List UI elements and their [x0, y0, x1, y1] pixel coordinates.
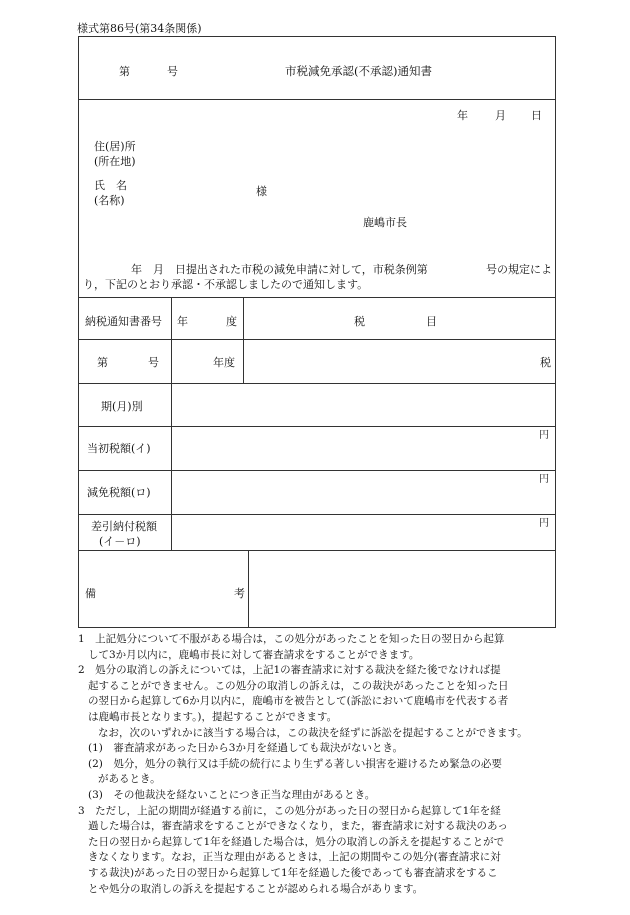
- period-label: 期(月)別: [101, 400, 143, 413]
- net-payment-label-sub: (イ－ロ): [99, 535, 141, 548]
- note-line: があるとき。: [98, 773, 161, 786]
- honorific-sama: 様: [256, 185, 267, 198]
- notice-number-header: 納税通知書番号: [85, 315, 162, 328]
- legal-notes: [78, 632, 558, 897]
- header-number-dai: 第: [119, 65, 130, 78]
- date-year: 年: [457, 109, 468, 122]
- note-line: きなくなります。なお，正当な理由があるときは，上記の期間やこの処分(審査請求に対: [88, 851, 501, 864]
- tax-item-header-moku: 目: [426, 315, 437, 328]
- yen-unit-initial: 円: [539, 430, 549, 441]
- net-payment-label: 差引納付税額: [91, 520, 157, 533]
- rule-header: [79, 99, 555, 100]
- name-label: 氏 名: [94, 179, 127, 192]
- header-number-go: 号: [167, 65, 178, 78]
- body-text-line2: り，下記のとおり承認・不承認しましたので通知します。: [83, 278, 369, 291]
- note-line: する裁決)があった日の翌日から起算して1年を経過した後であっても審査請求をするこ: [88, 866, 498, 879]
- note-line: (3) その他裁決を経ないことにつき正当な理由があるとき。: [88, 788, 376, 801]
- note-line: 2 処分の取消しの訴えについては，上記1の審査請求に対する裁決を経た後でなければ提: [78, 664, 501, 677]
- rule-table-header: [79, 339, 555, 340]
- note-line: 起することができません。この処分の取消しの訴えは，この裁決があったことを知った日: [88, 679, 509, 692]
- rule-col-label: [171, 297, 172, 550]
- notice-form-frame: [78, 36, 556, 628]
- address-label-sub: (所在地): [94, 155, 136, 168]
- form-number: 様式第86号(第34条関係): [77, 22, 202, 35]
- note-line: は鹿嶋市長となります。)，提起することができます。: [88, 710, 338, 723]
- note-line: 1 上記処分について不服がある場合は，この処分があったことを知った日の翌日から起算: [78, 633, 505, 645]
- initial-tax-label: 当初税額(イ): [87, 442, 151, 455]
- tax-item-header-zei: 税: [354, 315, 365, 328]
- date-month: 月: [495, 109, 506, 122]
- row-year: 年度: [213, 356, 235, 369]
- year-header-do: 度: [226, 315, 237, 328]
- rule-col-year: [243, 297, 244, 383]
- rule-initial-tax: [79, 470, 555, 471]
- body-text-line1-a: 年 月 日提出された市税の減免申請に対して，市税条例第: [131, 263, 428, 276]
- remarks-label-bi: 備: [85, 587, 96, 600]
- document-title: 市税減免承認(不承認)通知書: [285, 64, 432, 78]
- rule-reduction: [79, 514, 555, 515]
- body-text-line1-b: 号の規定によ: [486, 263, 552, 276]
- name-label-sub: (名称): [94, 194, 125, 207]
- note-line: とや処分の取消しの訴えを提起することが認められる場合があります。: [88, 882, 424, 895]
- yen-unit-net: 円: [539, 518, 549, 529]
- row-tax: 税: [540, 356, 551, 369]
- remarks-label-kou: 考: [234, 587, 245, 600]
- rule-col-remarks: [248, 550, 249, 628]
- yen-unit-reduction: 円: [539, 474, 549, 485]
- note-line: の翌日から起算して6か月以内に，鹿嶋市を被告として(訴訟において鹿嶋市を代表する者: [88, 695, 509, 708]
- rule-period: [79, 426, 555, 427]
- rule-body-end: [79, 297, 555, 298]
- issuer-mayor: 鹿嶋市長: [363, 216, 407, 229]
- note-line: 3 ただし，上記の期間が経過する前に，この処分があった日の翌日から起算して1年を経: [78, 804, 501, 817]
- year-header-nen: 年: [177, 315, 188, 328]
- rule-row-number: [79, 383, 555, 384]
- note-line: (2) 処分，処分の執行又は手続の続行により生ずる著しい損害を避けるため緊急の必要: [88, 757, 502, 770]
- address-label: 住(居)所: [94, 140, 136, 153]
- note-line: (1) 審査請求があった日から3か月を経過しても裁決がないとき。: [88, 742, 404, 755]
- row-number-go: 号: [148, 356, 159, 369]
- row-number-dai: 第: [97, 356, 108, 369]
- note-line: た日の翌日から起算して1年を経過した場合は，処分の取消しの訴えを提起することがで: [88, 835, 505, 848]
- note-line: して3か月以内に，鹿嶋市長に対して審査請求をすることができます。: [88, 648, 420, 661]
- note-line: なお，次のいずれかに該当する場合は，この裁決を経ずに訴訟を提起することができます。: [98, 726, 528, 739]
- rule-net-payment: [79, 550, 555, 551]
- date-day: 日: [531, 109, 542, 122]
- reduction-label: 減免税額(ロ): [87, 486, 151, 499]
- note-line: 過した場合は，審査請求をすることができなくなり，また，審査請求に対する裁決のあっ: [88, 820, 508, 833]
